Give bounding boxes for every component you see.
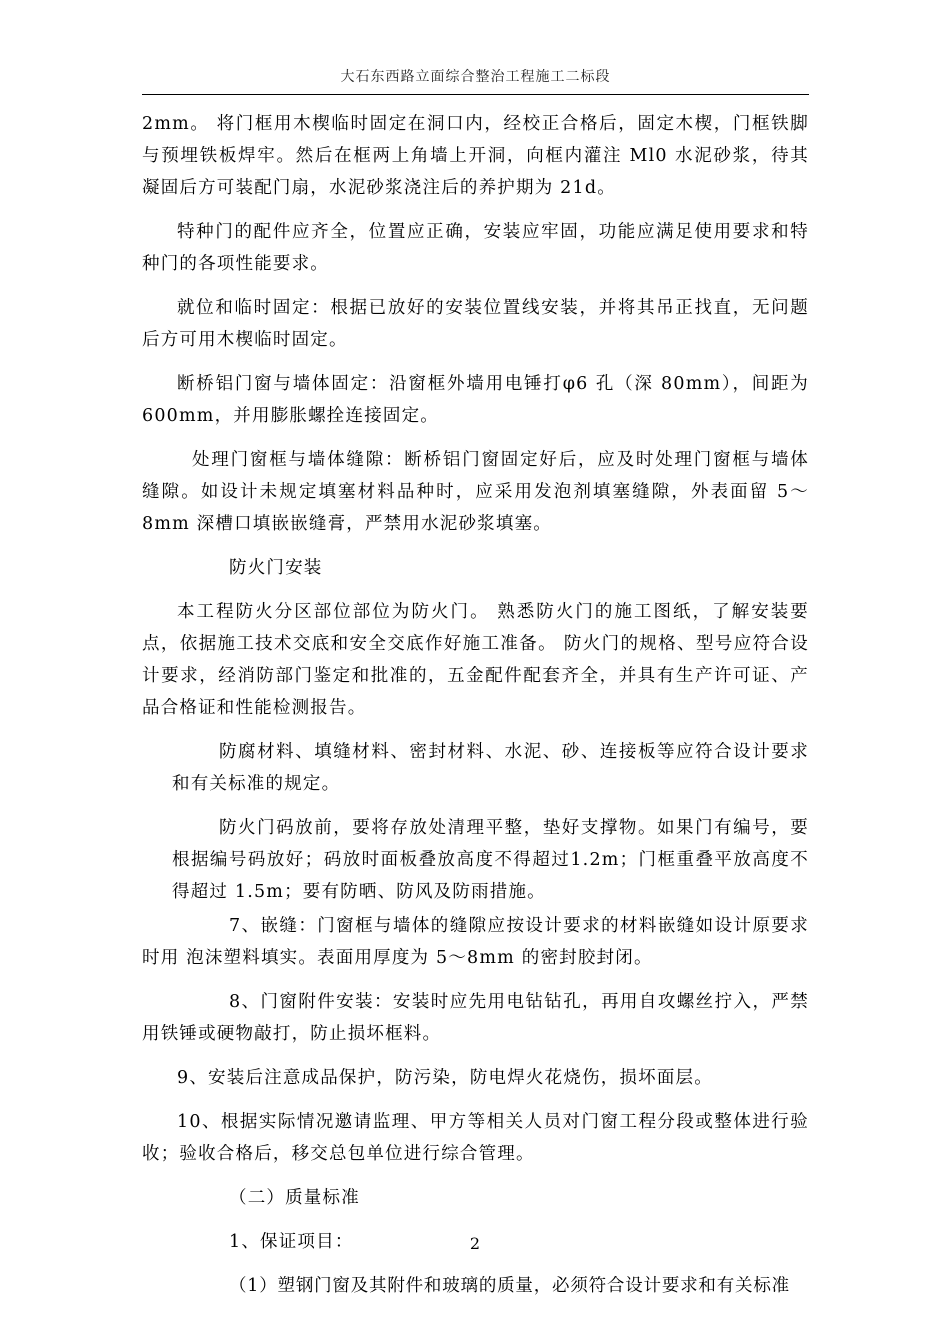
paragraph-stacking: 防火门码放前，要将存放处清理平整，垫好支撑物。如果门有编号，要根据编号码放好；码放时面板叠放高度不得超过1.2m；门框重叠平放高度不得超过 1.5m；要有防晒、防风及防雨措施。 [172,818,809,902]
paragraph-item-1: （1）塑钢门窗及其附件和玻璃的质量，必须符合设计要求和有关标准 [229,1276,790,1296]
paragraph-gap-treatment: 处理门窗框与墙体缝隙：断桥铝门窗固定好后，应及时处理门窗框与墙体缝隙。如设计未规定填塞材料品种时，应采用发泡剂填塞缝隙，外表面留 5～8mm 深槽口填嵌嵌缝膏，严禁用水泥砂浆填塞。 [142,450,809,534]
paragraph-item-9: 9、安装后注意成品保护，防污染，防电焊火花烧伤，损坏面层。 [177,1068,713,1088]
running-header: 大石东西路立面综合整治工程施工二标段 [340,69,611,85]
paragraph-special-door: 特种门的配件应齐全，位置应正确，安装应牢固，功能应满足使用要求和特种门的各项性能要求。 [142,222,809,274]
paragraph-fire-door-intro: 本工程防火分区部位部位为防火门。 熟悉防火门的施工图纸，了解安装要点，依据施工技术交底和安全交底作好施工准备。 防火门的规格、型号应符合设计要求，经消防部门鉴定和批准的，五金配件配套齐全，并具有生产许可证、产品合格证和性能检测报告。 [142,602,809,718]
header-rule [142,94,809,95]
paragraph-continuation: 2mm。 将门框用木楔临时固定在洞口内，经校正合格后，固定木楔，门框铁脚与预埋铁板焊牢。然后在框两上角墙上开洞，向框内灌注 Ml0 水泥砂浆，待其凝固后方可装配门扇，水泥砂浆浇注后的养护期为 21d。 [142,114,809,198]
paragraph-item-7: 7、嵌缝：门窗框与墙体的缝隙应按设计要求的材料嵌缝如设计原要求时用 泡沫塑料填实。表面用厚度为 5～8mm 的密封胶封闭。 [142,916,809,968]
page-number: 2 [469,1234,481,1253]
paragraph-positioning: 就位和临时固定：根据已放好的安装位置线安装，并将其吊正找直，无问题后方可用木楔临时固定。 [142,298,809,350]
paragraph-item-10: 10、根据实际情况邀请监理、甲方等相关人员对门窗工程分段或整体进行验收；验收合格后，移交总包单位进行综合管理。 [142,1112,809,1164]
paragraph-item-8: 8、门窗附件安装：安装时应先用电钻钻孔，再用自攻螺丝拧入，严禁用铁锤或硬物敲打，防止损坏框料。 [142,992,809,1044]
section-heading-quality: （二）质量标准 [229,1188,360,1208]
paragraph-fixing: 断桥铝门窗与墙体固定：沿窗框外墙用电锤打φ6 孔（深 80mm），间距为 600mm，并用膨胀螺拴连接固定。 [142,374,809,426]
section-heading-fire-door: 防火门安装 [229,558,323,578]
paragraph-materials: 防腐材料、填缝材料、密封材料、水泥、砂、连接板等应符合设计要求和有关标准的规定。 [172,742,809,794]
subheading-guarantee-items: 1、保证项目： [229,1232,354,1252]
document-body [142,108,809,1302]
